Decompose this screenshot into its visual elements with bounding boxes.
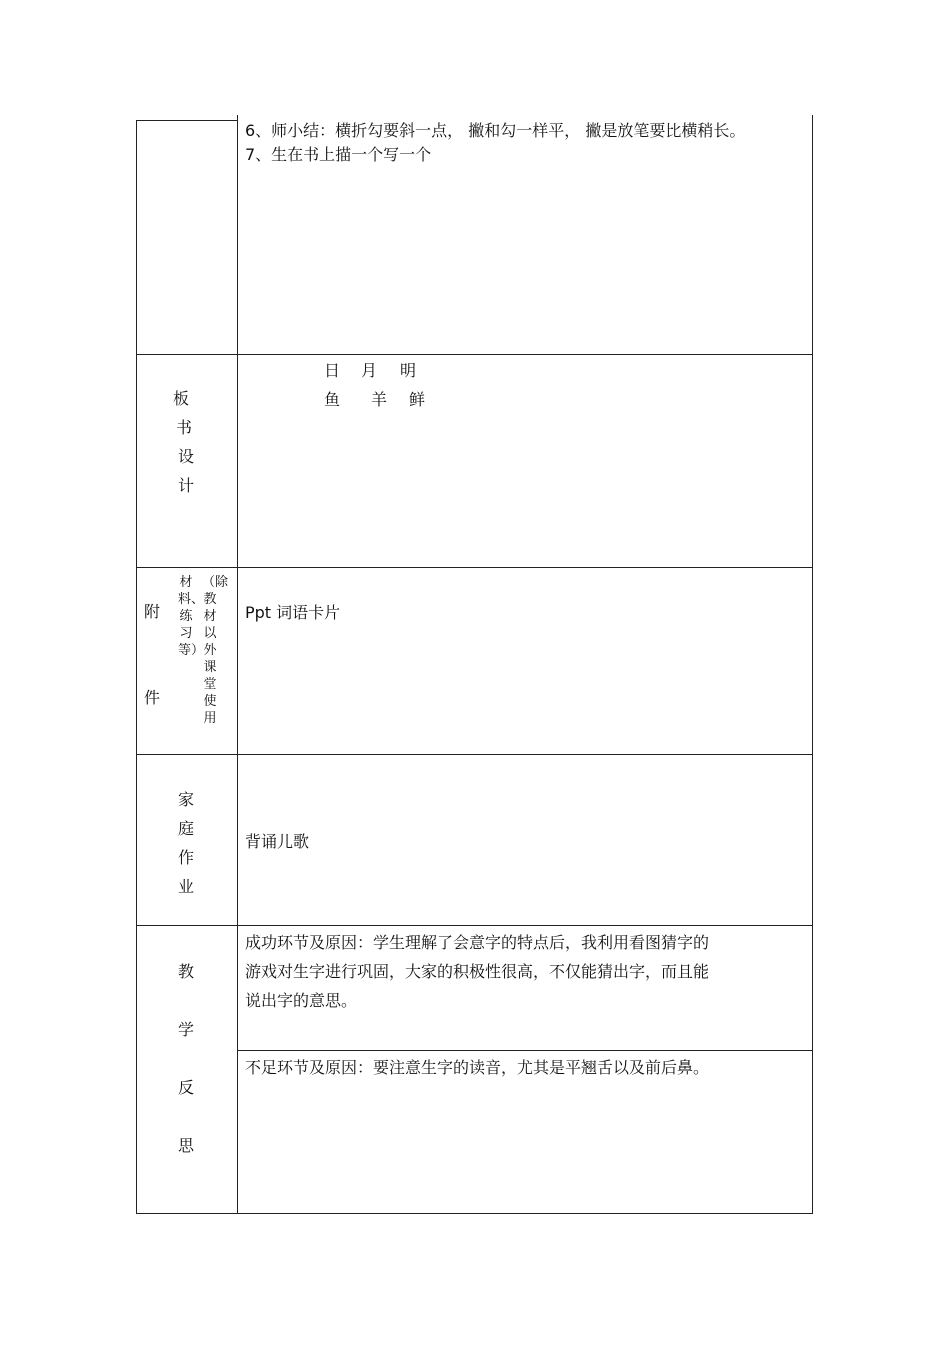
reflection-label-char: 学: [177, 1020, 194, 1039]
table-left-border: [136, 120, 137, 1214]
board-char: 月: [361, 361, 378, 380]
board-char: 鲜: [409, 390, 426, 409]
homework-label-char: 家: [177, 790, 194, 809]
attachment-note-column-1: 材料、练习等）: [178, 575, 205, 658]
reflection-success-line: 说出字的意思。: [245, 991, 358, 1010]
reflection-success-line: 成功环节及原因：学生理解了会意字的特点后，我利用看图猜字的: [245, 933, 710, 952]
board-char: 日: [324, 361, 341, 380]
row-divider-3: [136, 754, 813, 755]
homework-label-char: 作: [177, 848, 194, 867]
board-design-label-char: 书: [175, 418, 192, 437]
table-bottom-border: [136, 1213, 813, 1214]
homework-label-char: 庭: [177, 819, 194, 838]
label-cell-top-border: [136, 120, 237, 121]
attachment-label-char: 件: [143, 688, 160, 707]
board-design-label-char: 计: [177, 476, 194, 495]
row-divider-1: [136, 354, 813, 355]
board-char: 鱼: [324, 390, 341, 409]
reflection-success-line: 游戏对生字进行巩固，大家的积极性很高，不仅能猜出字，而且能: [245, 962, 710, 981]
reflection-label-char: 反: [177, 1078, 194, 1097]
board-char: 明: [400, 361, 417, 380]
homework-content: 背诵儿歌: [245, 832, 310, 851]
reflection-label-char: 教: [177, 962, 194, 981]
attachment-label-char: 附: [143, 602, 160, 621]
row-divider-4: [136, 925, 813, 926]
board-design-label-char: 设: [177, 447, 194, 466]
step-6-text: 6、师小结：横折勾要斜一点， 撇和勾一样平， 撇是放笔要比横稍长。: [245, 121, 746, 140]
homework-label-char: 业: [177, 877, 194, 896]
row-divider-2: [136, 567, 813, 568]
step-7-text: 7、生在书上描一个写一个: [245, 145, 432, 164]
attachment-note-column-2: （除教材以外课堂使用: [202, 575, 229, 726]
reflection-shortfall: 不足环节及原因：要注意生字的读音，尤其是平翘舌以及前后鼻。: [245, 1058, 710, 1077]
attachment-content: Ppt 词语卡片: [245, 603, 341, 622]
board-design-label-char: 板: [172, 389, 189, 408]
reflection-inner-divider: [237, 1050, 813, 1051]
reflection-label-char: 思: [177, 1136, 194, 1155]
board-char: 羊: [371, 390, 388, 409]
